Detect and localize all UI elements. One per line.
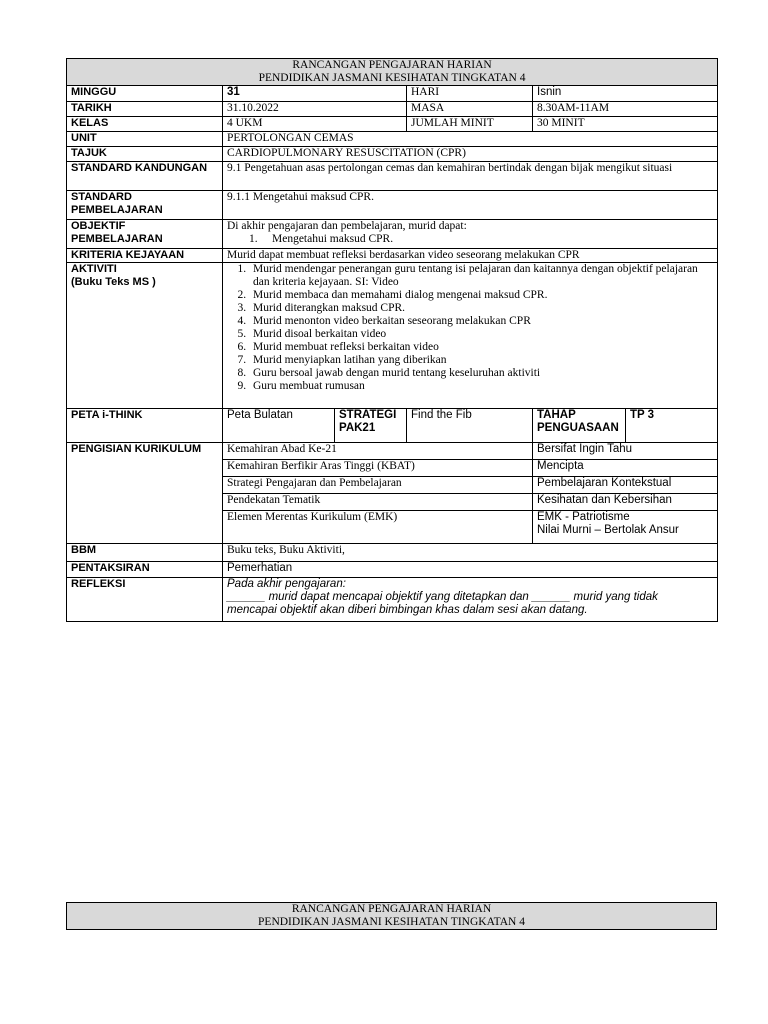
kelas-value: 4 UKM (223, 117, 407, 132)
kelas-label: KELAS (67, 117, 223, 132)
standard-pembelajaran-label: STANDARD PEMBELAJARAN (67, 191, 223, 220)
strategi-label: STRATEGI PAK21 (335, 409, 407, 443)
tajuk-value: CARDIOPULMONARY RESUSCITATION (CPR) (223, 147, 718, 162)
nilai-murni-value: Nilai Murni – Bertolak Ansur (537, 524, 679, 536)
next-plan-subtitle: PENDIDIKAN JASMANI KESIHATAN TINGKATAN 4 (258, 916, 525, 928)
hari-value: Isnin (533, 86, 718, 102)
pengisian-right: Mencipta (533, 460, 718, 477)
aktiviti-item: 2. Murid membaca dan memahami dialog mengenai maksud CPR. (249, 289, 713, 302)
objektif-intro: Di akhir pengajaran dan pembelajaran, murid dapat: (227, 220, 467, 232)
emk-value: EMK - Patriotisme (537, 511, 630, 523)
pengisian-left: Elemen Merentas Kurikulum (EMK) (223, 511, 533, 544)
refleksi-label: REFLEKSI (67, 578, 223, 622)
kriteria-label: KRITERIA KEJAYAAN (67, 249, 223, 263)
unit-label: UNIT (67, 132, 223, 147)
unit-value: PERTOLONGAN CEMAS (223, 132, 718, 147)
aktiviti-value (223, 263, 718, 409)
next-plan-header (67, 903, 717, 930)
aktiviti-label: AKTIVITI (71, 263, 117, 275)
standard-kandungan-label: STANDARD KANDUNGAN (67, 162, 223, 191)
objektif-item: 1. Mengetahui maksud CPR. (249, 233, 394, 245)
aktiviti-list (227, 263, 713, 393)
plan-subtitle: PENDIDIKAN JASMANI KESIHATAN TINGKATAN 4 (258, 72, 526, 84)
strategi-value: Find the Fib (407, 409, 533, 443)
peta-value: Peta Bulatan (223, 409, 335, 443)
pengisian-right (533, 511, 718, 544)
refleksi-line: mencapai objektif akan diberi bimbingan khas dalam sesi akan datang. (227, 604, 588, 616)
pentaksiran-label: PENTAKSIRAN (67, 562, 223, 578)
bbm-label: BBM (67, 544, 223, 562)
aktiviti-item: 3. Murid diterangkan maksud CPR. (249, 302, 713, 315)
jumlah-minit-label: JUMLAH MINIT (407, 117, 533, 132)
standard-pembelajaran-value: 9.1.1 Mengetahui maksud CPR. (223, 191, 718, 220)
tp-value: TP 3 (626, 409, 718, 443)
pengisian-left: Kemahiran Berfikir Aras Tinggi (KBAT) (223, 460, 533, 477)
next-page-header-table (66, 902, 717, 930)
aktiviti-item: 7. Murid menyiapkan latihan yang diberikan (249, 354, 713, 367)
aktiviti-sub-label: (Buku Teks MS ) (71, 276, 156, 288)
pengisian-right: Kesihatan dan Kebersihan (533, 494, 718, 511)
aktiviti-label-cell (67, 263, 223, 409)
pengisian-left: Strategi Pengajaran dan Pembelajaran (223, 477, 533, 494)
tarikh-value: 31.10.2022 (223, 102, 407, 117)
minggu-label: MINGGU (67, 86, 223, 102)
pengisian-left: Pendekatan Tematik (223, 494, 533, 511)
aktiviti-item: 4. Murid menonton video berkaitan seseorang melakukan CPR (249, 315, 713, 328)
pengisian-right: Bersifat Ingin Tahu (533, 443, 718, 460)
kriteria-value: Murid dapat membuat refleksi berdasarkan video seseorang melakukan CPR (223, 249, 718, 263)
minggu-value: 31 (223, 86, 407, 102)
refleksi-line: Pada akhir pengajaran: (227, 578, 346, 590)
aktiviti-item: 9. Guru membuat rumusan (249, 380, 713, 393)
aktiviti-item: 5. Murid disoal berkaitan video (249, 328, 713, 341)
masa-value: 8.30AM-11AM (533, 102, 718, 117)
aktiviti-item: 1. Murid mendengar penerangan guru tentang isi pelajaran dan kaitannya dengan objektif pelajaran dan kriteria kejayaan. SI: Video (249, 263, 713, 289)
pengisian-left: Kemahiran Abad Ke-21 (223, 443, 533, 460)
refleksi-line: ______ murid dapat mencapai objektif yang ditetapkan dan ______ murid yang tidak (227, 591, 658, 603)
tarikh-label: TARIKH (67, 102, 223, 117)
pengisian-label: PENGISIAN KURIKULUM (67, 443, 223, 544)
plan-title: RANCANGAN PENGAJARAN HARIAN (292, 59, 492, 71)
tajuk-label: TAJUK (67, 147, 223, 162)
lesson-plan-table (66, 58, 718, 622)
tahap-label: TAHAP PENGUASAAN (533, 409, 626, 443)
jumlah-minit-value: 30 MINIT (533, 117, 718, 132)
standard-kandungan-value: 9.1 Pengetahuan asas pertolongan cemas dan kemahiran bertindak dengan bijak mengikut situasi (223, 162, 718, 191)
bbm-value: Buku teks, Buku Aktiviti, (223, 544, 718, 562)
pengisian-right: Pembelajaran Kontekstual (533, 477, 718, 494)
plan-header (67, 59, 718, 86)
next-plan-title: RANCANGAN PENGAJARAN HARIAN (291, 903, 492, 915)
hari-label: HARI (407, 86, 533, 102)
objektif-value (223, 220, 718, 249)
refleksi-value (223, 578, 718, 622)
aktiviti-item: 8. Guru bersoal jawab dengan murid tentang keseluruhan aktiviti (249, 367, 713, 380)
pentaksiran-value: Pemerhatian (223, 562, 718, 578)
peta-label: PETA i-THINK (67, 409, 223, 443)
aktiviti-item: 6. Murid membuat refleksi berkaitan video (249, 341, 713, 354)
objektif-label: OBJEKTIF PEMBELAJARAN (67, 220, 223, 249)
masa-label: MASA (407, 102, 533, 117)
